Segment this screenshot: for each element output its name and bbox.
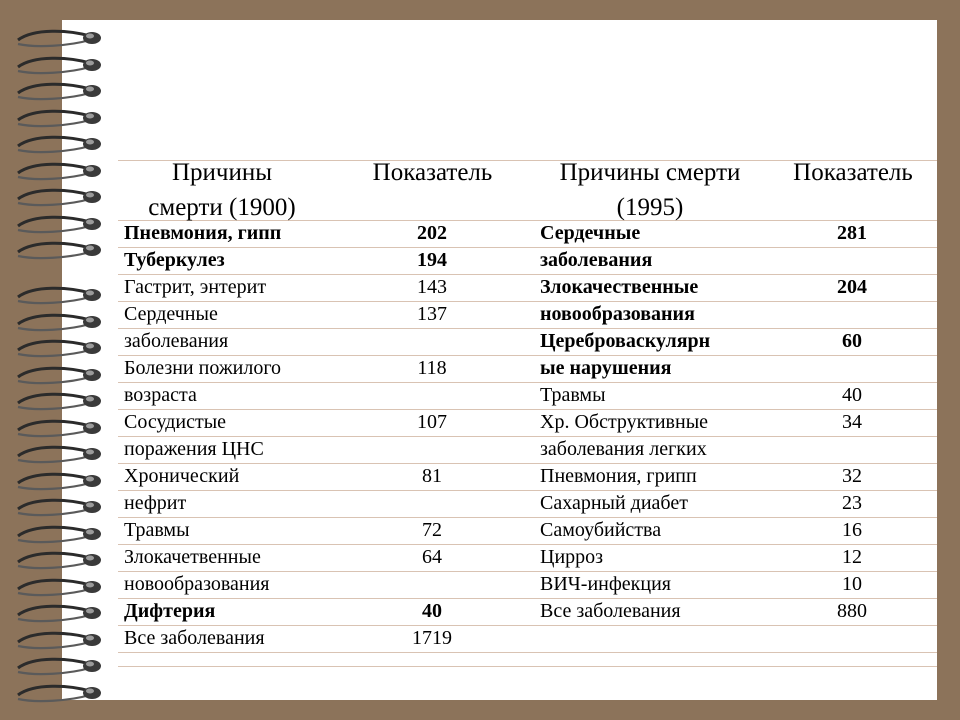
cause-cell-1995: Все заболевания (540, 600, 681, 622)
value-cell-1995: 60 (842, 330, 862, 352)
binding-ring-icon (14, 654, 110, 680)
cause-cell-1995: Цереброваскулярн ые нарушения (540, 330, 711, 379)
binding-ring-icon (14, 106, 110, 132)
cause-cell-1995: Сахарный диабет (540, 492, 688, 514)
binding-ring-icon (14, 442, 110, 468)
cause-cell-1900: Сердечные заболевания (124, 303, 229, 352)
binding-ring-icon (14, 522, 110, 548)
cause-cell-1995: Пневмония, грипп (540, 465, 697, 487)
cause-cell-1995: Цирроз (540, 546, 604, 568)
binding-ring-icon (14, 575, 110, 601)
value-cell-1900: 72 (422, 519, 442, 541)
binding-ring-icon (14, 389, 110, 415)
cause-cell-1900: Злокачетвенные новообразования (124, 546, 270, 595)
cause-cell-1900: Туберкулез (124, 249, 225, 271)
value-cell-1995: 32 (842, 465, 862, 487)
binding-ring-icon (14, 469, 110, 495)
cause-cell-1995: Хр. Обструктивные заболевания легких (540, 411, 709, 460)
binding-ring-icon (14, 363, 110, 389)
header-cause-1900: Причины смерти (1900) (148, 159, 296, 221)
cause-cell-1995: Самоубийства (540, 519, 662, 541)
value-cell-1995: 281 (837, 222, 867, 244)
cause-cell-1900: Травмы (124, 519, 190, 541)
value-cell-1900: 202 (417, 222, 447, 244)
value-cell-1900: 1719 (412, 627, 452, 649)
binding-ring-icon (14, 185, 110, 211)
binding-ring-icon (14, 336, 110, 362)
value-cell-1900: 107 (417, 411, 447, 433)
cause-cell-1900: Болезни пожилого возраста (124, 357, 282, 406)
value-cell-1900: 64 (422, 546, 442, 568)
binding-ring-icon (14, 159, 110, 185)
value-cell-1995: 10 (842, 573, 862, 595)
binding-ring-icon (14, 495, 110, 521)
binding-ring-icon (14, 26, 110, 52)
header-value-1900: Показатель (372, 159, 493, 186)
value-cell-1900: 143 (417, 276, 447, 298)
cause-cell-1900: Сосудистые поражения ЦНС (124, 411, 264, 460)
binding-ring-icon (14, 628, 110, 654)
value-cell-1995: 880 (837, 600, 867, 622)
binding-ring-icon (14, 601, 110, 627)
binding-ring-icon (14, 53, 110, 79)
binding-ring-icon (14, 416, 110, 442)
binding-ring-icon (14, 132, 110, 158)
cause-cell-1995: ВИЧ-инфекция (540, 573, 672, 595)
value-cell-1900: 194 (417, 249, 447, 271)
cause-cell-1900: Хронический нефрит (124, 465, 240, 514)
binding-ring-icon (14, 681, 110, 707)
value-cell-1900: 118 (417, 357, 447, 379)
binding-ring-icon (14, 310, 110, 336)
value-cell-1995: 12 (842, 546, 862, 568)
binding-ring-icon (14, 212, 110, 238)
cause-cell-1900: Пневмония, гипп (124, 222, 282, 244)
header-value-1995: Показатель (793, 159, 913, 186)
binding-ring-icon (14, 283, 110, 309)
value-cell-1995: 16 (842, 519, 862, 541)
binding-ring-icon (14, 238, 110, 264)
cause-cell-1900: Все заболевания (124, 627, 265, 649)
cause-cell-1900: Дифтерия (124, 600, 216, 622)
value-cell-1900: 40 (422, 600, 442, 622)
header-cause-1995: Причины смерти (1995) (559, 159, 741, 221)
binding-ring-icon (14, 548, 110, 574)
value-cell-1900: 81 (422, 465, 442, 487)
value-cell-1995: 23 (842, 492, 862, 514)
cause-cell-1995: Злокачественные новообразования (540, 276, 699, 325)
cause-cell-1995: Травмы (540, 384, 606, 406)
value-cell-1995: 40 (842, 384, 862, 406)
binding-ring-icon (14, 79, 110, 105)
value-cell-1995: 34 (842, 411, 862, 433)
spiral-binding (14, 0, 110, 720)
cause-cell-1995: Сердечные заболевания (540, 222, 653, 271)
value-cell-1995: 204 (837, 276, 867, 298)
cause-cell-1900: Гастрит, энтерит (124, 276, 267, 298)
value-cell-1900: 137 (417, 303, 447, 325)
